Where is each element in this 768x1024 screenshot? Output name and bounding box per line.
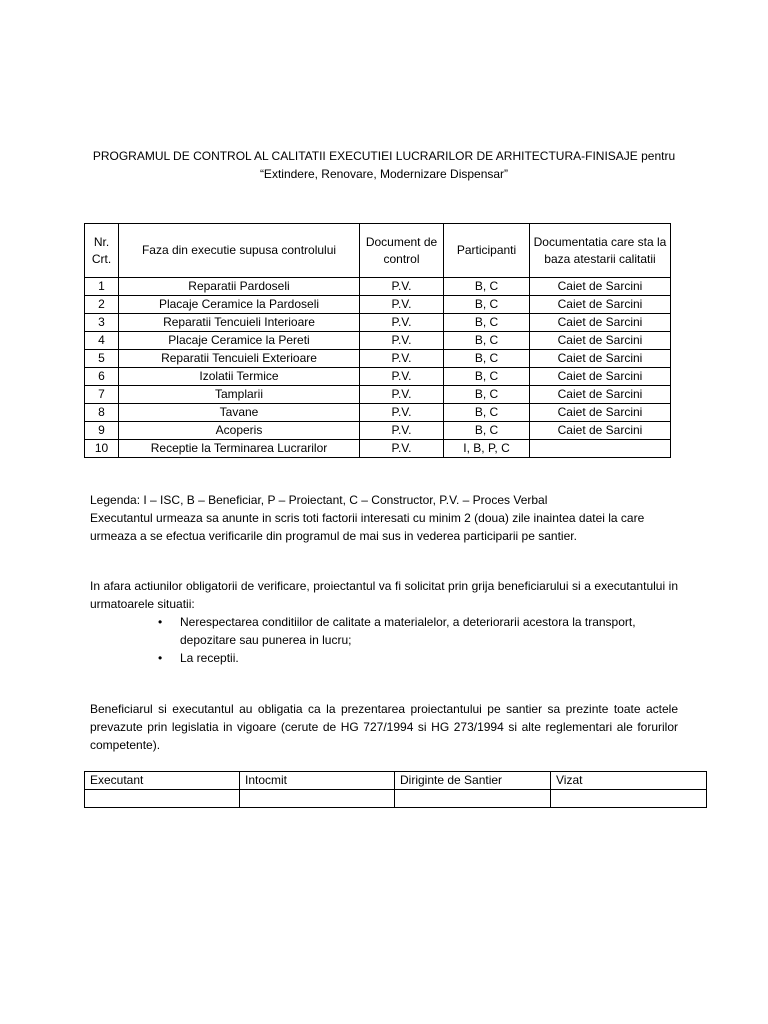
list-item: • Nerespectarea conditiilor de calitate a materialelor, a deteriorarii acestora la transport, depozitare sau punerea in lucru; <box>180 613 678 649</box>
cell-faza: Placaje Ceramice la Pardoseli <box>119 296 360 314</box>
cell-faza: Reparatii Pardoseli <box>119 278 360 296</box>
cell-participanti: B, C <box>444 332 530 350</box>
sign-intocmit-blank <box>240 790 395 808</box>
signature-header-row <box>85 772 707 790</box>
cell-participanti: B, C <box>444 350 530 368</box>
title-line-2: “Extindere, Renovare, Modernizare Dispensar” <box>259 167 509 181</box>
sign-intocmit: Intocmit <box>240 772 395 790</box>
cell-document: P.V. <box>360 350 444 368</box>
sign-executant-blank <box>85 790 240 808</box>
cell-faza: Tavane <box>119 404 360 422</box>
header-participanti: Participanti <box>444 224 530 278</box>
cell-document: P.V. <box>360 296 444 314</box>
table-row <box>85 278 671 296</box>
cell-document: P.V. <box>360 422 444 440</box>
table-row <box>85 350 671 368</box>
sign-vizat: Vizat <box>551 772 707 790</box>
situations-block <box>90 577 678 667</box>
signature-empty-row <box>85 790 707 808</box>
cell-documentatia: Caiet de Sarcini <box>530 368 671 386</box>
cell-participanti: B, C <box>444 278 530 296</box>
cell-documentatia: Caiet de Sarcini <box>530 422 671 440</box>
cell-documentatia: Caiet de Sarcini <box>530 332 671 350</box>
sign-diriginte-blank <box>395 790 551 808</box>
situations-list <box>90 613 678 667</box>
cell-participanti: B, C <box>444 386 530 404</box>
table-row <box>85 368 671 386</box>
cell-document: P.V. <box>360 332 444 350</box>
legend-text: Legenda: I – ISC, B – Beneficiar, P – Proiectant, C – Constructor, P.V. – Proces Verbal <box>90 493 548 507</box>
table-row <box>85 422 671 440</box>
cell-documentatia: Caiet de Sarcini <box>530 314 671 332</box>
cell-document: P.V. <box>360 278 444 296</box>
cell-documentatia: Caiet de Sarcini <box>530 296 671 314</box>
header-faza: Faza din executie supusa controlului <box>119 224 360 278</box>
cell-nr: 10 <box>85 440 119 458</box>
sign-vizat-blank <box>551 790 707 808</box>
header-nr-crt: Nr. Crt. <box>85 224 119 278</box>
cell-faza: Tamplarii <box>119 386 360 404</box>
cell-nr: 7 <box>85 386 119 404</box>
header-documentatia: Documentatia care sta la baza atestarii calitatii <box>530 224 671 278</box>
cell-participanti: B, C <box>444 314 530 332</box>
cell-nr: 5 <box>85 350 119 368</box>
situations-paragraph: In afara actiunilor obligatorii de verificare, proiectantul va fi solicitat prin grija beneficiarului si a executantului in urmatoarele situatii: <box>90 579 678 611</box>
cell-participanti: B, C <box>444 296 530 314</box>
notice-paragraph: Executantul urmeaza sa anunte in scris toti factorii interesati cu minim 2 (doua) zile inaintea datei la care urmeaza a se efectua verificarile din programul de mai sus in vederea participarii pe santier. <box>90 511 645 543</box>
cell-document: P.V. <box>360 404 444 422</box>
sign-executant: Executant <box>85 772 240 790</box>
cell-nr: 2 <box>85 296 119 314</box>
cell-faza: Placaje Ceramice la Pereti <box>119 332 360 350</box>
signature-table <box>84 771 707 808</box>
cell-documentatia: Caiet de Sarcini <box>530 386 671 404</box>
cell-documentatia: Caiet de Sarcini <box>530 350 671 368</box>
cell-faza: Acoperis <box>119 422 360 440</box>
table-row <box>85 440 671 458</box>
control-program-table <box>84 223 671 458</box>
table-row <box>85 332 671 350</box>
cell-documentatia <box>530 440 671 458</box>
header-document: Document de control <box>360 224 444 278</box>
document-title <box>60 147 708 183</box>
cell-nr: 6 <box>85 368 119 386</box>
table-row <box>85 386 671 404</box>
legend-block <box>90 491 678 545</box>
cell-document: P.V. <box>360 368 444 386</box>
cell-nr: 9 <box>85 422 119 440</box>
list-item: • La receptii. <box>180 649 678 667</box>
table-row <box>85 296 671 314</box>
cell-nr: 8 <box>85 404 119 422</box>
cell-nr: 4 <box>85 332 119 350</box>
obligations-paragraph: Beneficiarul si executantul au obligatia ca la prezentarea proiectantului pe santier sa prezinte toate actele prevazute prin legislatia in vigoare (cerute de HG 727/1994 si HG 273/1994 si alte reglementari ale forurilor competente). <box>90 702 678 752</box>
cell-faza: Receptie la Terminarea Lucrarilor <box>119 440 360 458</box>
cell-document: P.V. <box>360 440 444 458</box>
cell-participanti: B, C <box>444 422 530 440</box>
cell-participanti: I, B, P, C <box>444 440 530 458</box>
cell-nr: 3 <box>85 314 119 332</box>
cell-documentatia: Caiet de Sarcini <box>530 278 671 296</box>
cell-faza: Izolatii Termice <box>119 368 360 386</box>
cell-participanti: B, C <box>444 404 530 422</box>
cell-faza: Reparatii Tencuieli Exterioare <box>119 350 360 368</box>
cell-document: P.V. <box>360 386 444 404</box>
table-header-row <box>85 224 671 278</box>
cell-nr: 1 <box>85 278 119 296</box>
table-row <box>85 404 671 422</box>
cell-documentatia: Caiet de Sarcini <box>530 404 671 422</box>
sign-diriginte: Diriginte de Santier <box>395 772 551 790</box>
cell-participanti: B, C <box>444 368 530 386</box>
title-line-1: PROGRAMUL DE CONTROL AL CALITATII EXECUTIEI LUCRARILOR DE ARHITECTURA-FINISAJE pentru <box>92 149 676 163</box>
table-row <box>85 314 671 332</box>
cell-faza: Reparatii Tencuieli Interioare <box>119 314 360 332</box>
cell-document: P.V. <box>360 314 444 332</box>
